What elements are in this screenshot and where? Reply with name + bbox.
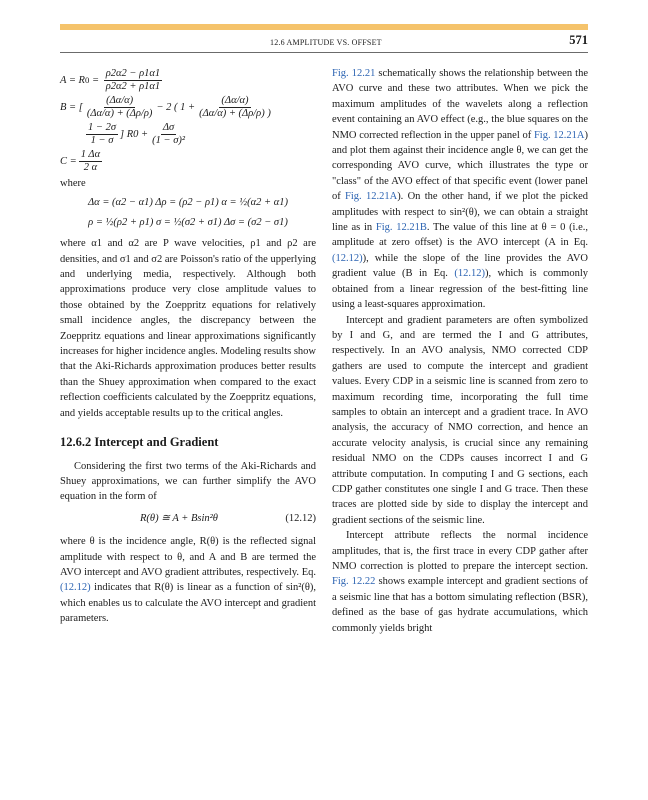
definitions-line1: Δα = (α2 − α1) Δρ = (ρ2 − ρ1) α = ½(α2 + α1)	[88, 197, 288, 209]
where-label: where	[60, 178, 86, 189]
eq-12-12-link-3[interactable]: (12.12)	[454, 268, 485, 280]
left-column	[60, 66, 316, 627]
eq-b-fraction1	[85, 95, 155, 120]
p1-text-a: schematically shows the relationship between the AVO curve and these two attributes. When we pick the maximum amplitudes of the wavelets along a reflection event containing an AVO effect (e.g., the blue squares on the NMO corrected reflection in the upper panel of	[332, 68, 588, 141]
paragraph-intercept-attribute	[332, 528, 588, 636]
eq-b2-fraction	[86, 122, 118, 147]
right-column	[332, 66, 588, 636]
fig-12-21-link[interactable]: Fig. 12.21	[332, 68, 376, 79]
paragraph-approximations: where α1 and α2 are P wave velocities, ρ1 and ρ2 are densities, and σ1 and σ2 are Poisson's ratio of the upperlying and underlying media, respectively. Although both approximations produce very close amplitude values to those obtained by the Zoeppritz equations for relatively small incidence angles, the discrepancy between the Zoeppritz equations and linear approximations significantly increases for higher incidence angles. Modeling results show that the Aki-Richards approximation produces better results than the Shuey approximation when compared to the exact reflection coefficients calculated by the Zoeppritz equations, and yields acceptable results up to the critical angles.	[60, 238, 317, 419]
eq-c-lhs: C =	[60, 155, 77, 167]
eq-b2-middle: ] R0 +	[120, 128, 149, 140]
para3-text-a: where θ is the incidence angle, R(θ) is the reflected signal amplitude with respect to θ, and A and B are termed the AVO intercept and AVO gradient attributes, respectively. Eq.	[60, 536, 316, 578]
paragraph-avo-curve	[332, 66, 588, 313]
eq-b-frac1-num: (Δα/α)	[106, 95, 134, 106]
p1-text-c: ). On the other hand, if we plot the picked amplitudes with respect to sin²(θ), we can obtain a straight line as in	[332, 191, 589, 234]
page-number: 571	[569, 33, 588, 47]
paragraph-theta-definition	[60, 534, 316, 626]
fig-12-21a-link[interactable]: Fig. 12.21A	[533, 129, 585, 141]
eq-a-lhs: A = R	[60, 74, 85, 86]
eq-c-num: 1 Δα	[80, 149, 101, 160]
eq-b-frac2-num: (Δα/α)	[221, 95, 249, 106]
equation-A: A = R 0 = $\frac{\rho 2\alpha 2 - \rho 1\alpha 1}{\rho 2\alpha 2 + \rho 1\alpha 1}$	[60, 68, 161, 92]
eq-main-body: R(θ) ≅ A + Bsin²θ	[140, 512, 218, 524]
eq-a-fraction	[104, 68, 162, 93]
fig-12-22-link[interactable]: Fig. 12.22	[332, 576, 376, 588]
equation-C	[60, 149, 316, 174]
eq-main-number: (12.12)	[285, 512, 316, 524]
p1-text-b: ) and plot them against their incidence angle θ, we can get the corresponding AVO curve, which illustrates the type or "class" of the AVO effect of that specific event (lower panel of	[332, 129, 589, 203]
header-accent-bar	[60, 24, 588, 30]
eq-b-frac2-den: (Δα/α) + (Δρ/ρ) )	[199, 108, 271, 119]
fig-12-21a-link-2[interactable]: Fig. 12.21A	[345, 191, 398, 203]
equation-B-line1: B = [ $\frac{(\Delta\alpha/\alpha)}{(\Delta\alpha/\alpha) + (\Delta\rho/\rho)}$ − 2 ( 1 + $\frac{(\Delta\alpha/\alpha)}{(\Delta\alpha/\alpha) + (\Delta\rho/\rho) )}$	[60, 95, 271, 119]
paragraph-simplify: Considering the first two terms of the Aki-Richards and Shuey approximations, we can further simplify the AVO equation in the form of	[60, 460, 316, 503]
eq-a-denominator: ρ2α2 + ρ1α1	[105, 81, 161, 92]
equation-block-abc	[60, 68, 316, 174]
paragraph-intercept-gradient: Intercept and gradient parameters are often symbolized by I and G, and are termed the I and G attributes, respectively. In an AVO analysis, NMO corrected CDP gathers are used to compute the intercept and gradient values. Every CDP in a seismic line is scanned from zero to maximum recording time, incorporating the full time samples to obtain an intercept and a gradient trace. In AVO analysis, the accuracy of NMO correction, and hence an accurate velocity analysis, is crucial since any remaining residual NMO on the CDPs causes incorrect I and G attribute computation. In computing I and G sections, each CDP gather constitutes one single I and G trace. Then these traces are plotted side by side to display the intercept and gradient sections of the seismic line.	[332, 314, 588, 526]
eq-b-lhs: B =	[60, 101, 77, 113]
eq-b-fraction2	[197, 95, 273, 120]
p1-text-d: . The value of this line at θ = 0 (i.e., amplitude at zero offset) is the AVO intercept (A in Eq.	[332, 222, 589, 249]
equation-B-line2	[60, 122, 316, 147]
definitions-line2: ρ = ½(ρ2 + ρ1) σ = ½(σ2 + σ1) Δσ = (σ2 − σ1)	[88, 216, 288, 228]
p1-text-e: ), while the slope of the line provides the AVO gradient value (B in Eq.	[332, 252, 588, 280]
p1-text-f: ), which is commonly obtained from a linear regression of the best-fitting line using a least-squares approximation.	[332, 268, 589, 311]
p3-text-b: shows example intercept and gradient sections of a seismic line that has a bottom simulating reflection (BSR), defined as the base of gas hydrate accumulations, which commonly yields bright	[332, 576, 589, 634]
section-heading: 12.6.2 Intercept and Gradient	[60, 435, 219, 450]
eq-b2-frac2-den: (1 − σ)²	[152, 135, 186, 146]
para3-text-b: indicates that R(θ) is linear as a function of sin²(θ), which enables us to calculate the AVO intercept and gradient parameters.	[60, 582, 317, 625]
eq-b-frac1-den: (Δα/α) + (Δρ/ρ)	[86, 108, 153, 119]
running-title: 12.6 AMPLITUDE VS. OFFSET	[270, 38, 382, 47]
eq-b2-frac2-num: Δσ	[162, 122, 175, 133]
p3-text-a: Intercept attribute reflects the normal incidence amplitudes, that is, the first trace in every CDP gather after NMO correction is plotted to prepare the intercept section.	[332, 530, 588, 572]
eq-a-numerator: ρ2α2 − ρ1α1	[105, 68, 161, 79]
fig-12-21b-link[interactable]: Fig. 12.21B	[375, 222, 427, 234]
eq-b2-fraction2	[150, 122, 187, 147]
eq-12-12-link[interactable]: (12.12)	[60, 582, 91, 594]
eq-12-12-link-2[interactable]: (12.12)	[332, 252, 363, 264]
page-header	[60, 32, 588, 53]
eq-c-fraction	[79, 149, 102, 174]
eq-c-den: 2 α	[83, 162, 98, 173]
eq-b2-den: 1 − σ	[90, 135, 114, 146]
eq-b-middle: − 2 ( 1 +	[156, 101, 196, 113]
eq-b2-num: 1 − 2σ	[88, 122, 117, 133]
equation-12-12	[60, 511, 316, 526]
